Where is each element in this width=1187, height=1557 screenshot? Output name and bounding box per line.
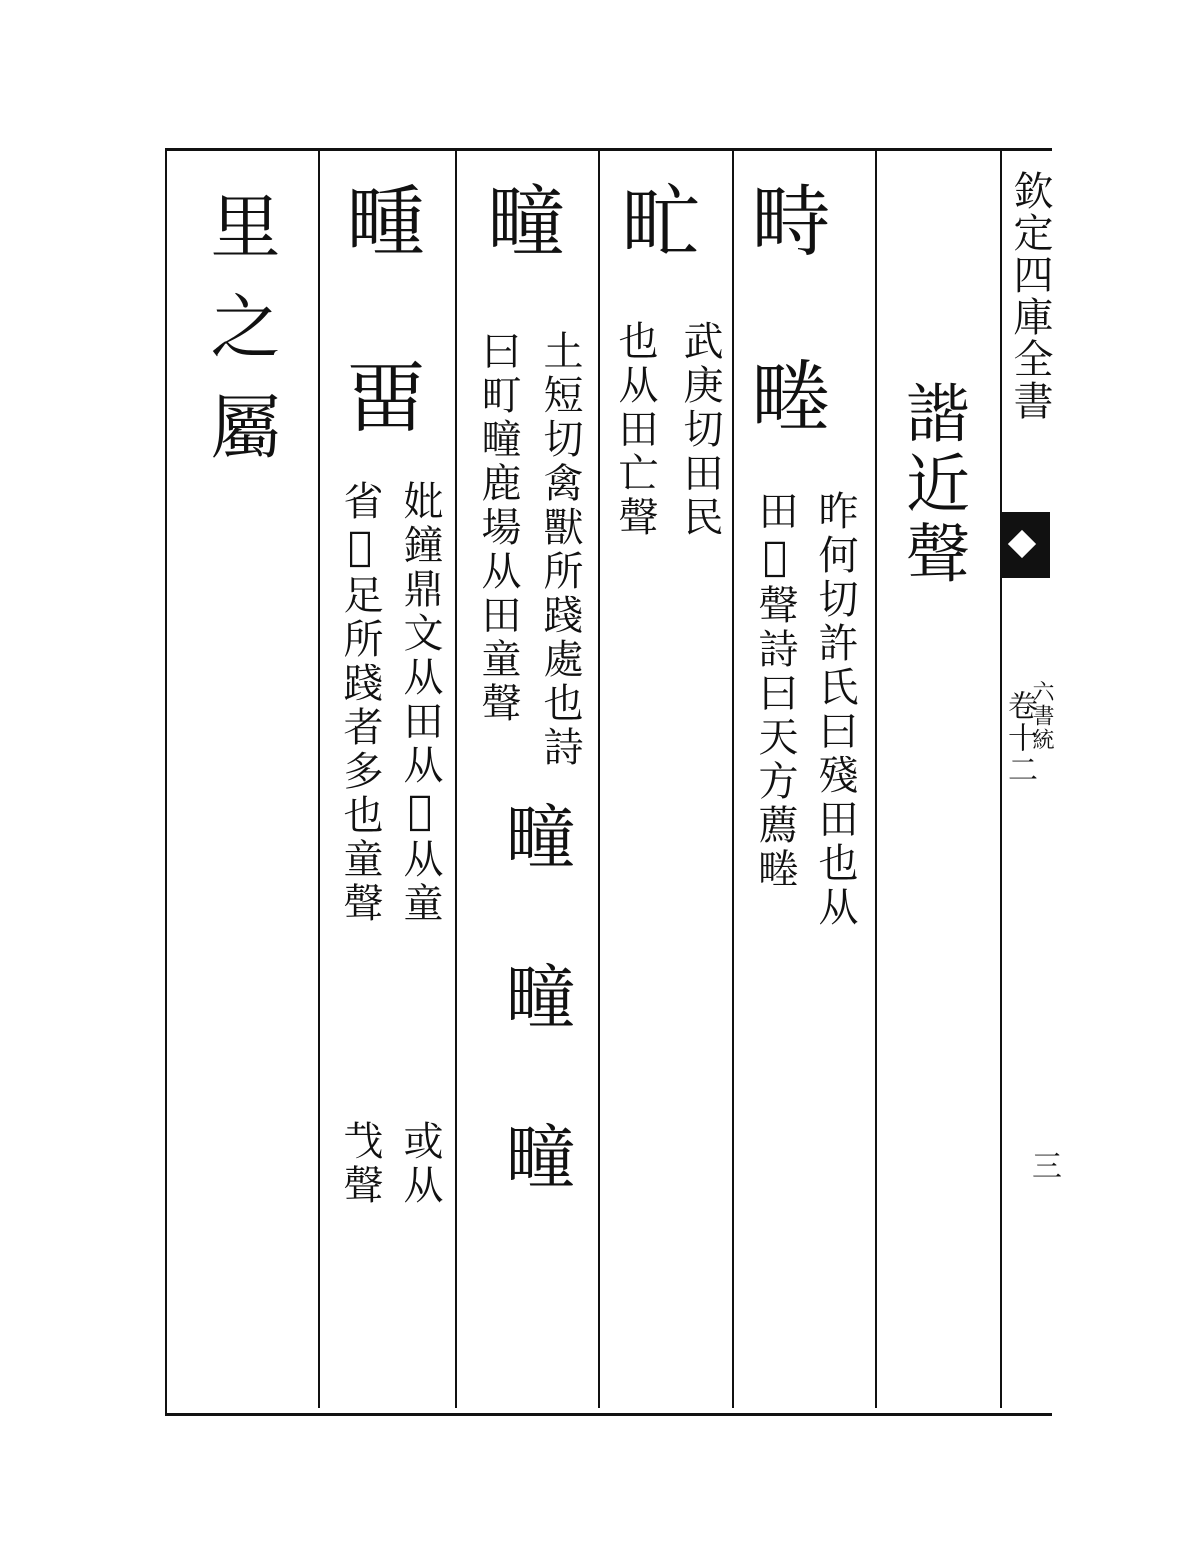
column-rule bbox=[732, 150, 734, 1408]
annotation-text: 也从田亡聲 bbox=[612, 320, 658, 540]
column-rule bbox=[875, 150, 877, 1408]
annotation-text: 或从 bbox=[397, 1120, 443, 1208]
annotation-text: 土短切禽獸所踐處也詩 bbox=[537, 330, 583, 770]
seal-character: 甿 bbox=[609, 180, 699, 262]
column-rule bbox=[455, 150, 457, 1408]
seal-character: 畤 畻 bbox=[739, 180, 829, 438]
column-rule bbox=[318, 150, 320, 1408]
book-short-title: 六書統 bbox=[1029, 680, 1054, 752]
chapter-label: 卷十二 bbox=[1002, 690, 1037, 786]
annotation-text: 省𡕥足所踐者多也童聲 bbox=[337, 480, 383, 926]
closing-heading: 里之屬 bbox=[199, 190, 281, 490]
annotation-text: 曰町疃鹿場从田童聲 bbox=[475, 330, 521, 726]
annotation-text: 𢦏聲 bbox=[337, 1120, 383, 1208]
column-rule bbox=[598, 150, 600, 1408]
seal-character-variants: 疃 疃 疃 bbox=[494, 800, 576, 1194]
annotation-text: 武庚切田民 bbox=[677, 320, 723, 540]
section-heading: 諧近聲 bbox=[895, 380, 969, 590]
fishtail-mark bbox=[1002, 512, 1050, 578]
page-frame bbox=[165, 148, 1052, 1416]
seal-character: 疃 bbox=[474, 180, 564, 262]
annotation-text: 昨何切許氏曰殘田也从 bbox=[812, 490, 858, 930]
annotation-text: 田𣀋聲詩曰天方薦畻 bbox=[752, 490, 798, 892]
page-number: 三 bbox=[1026, 1150, 1061, 1182]
annotation-text: 妣鐘鼎文从田从𡕥从童 bbox=[397, 480, 443, 926]
seal-character: 畽 畱 bbox=[334, 180, 424, 438]
book-title: 欽定四庫全書 bbox=[1007, 170, 1053, 422]
